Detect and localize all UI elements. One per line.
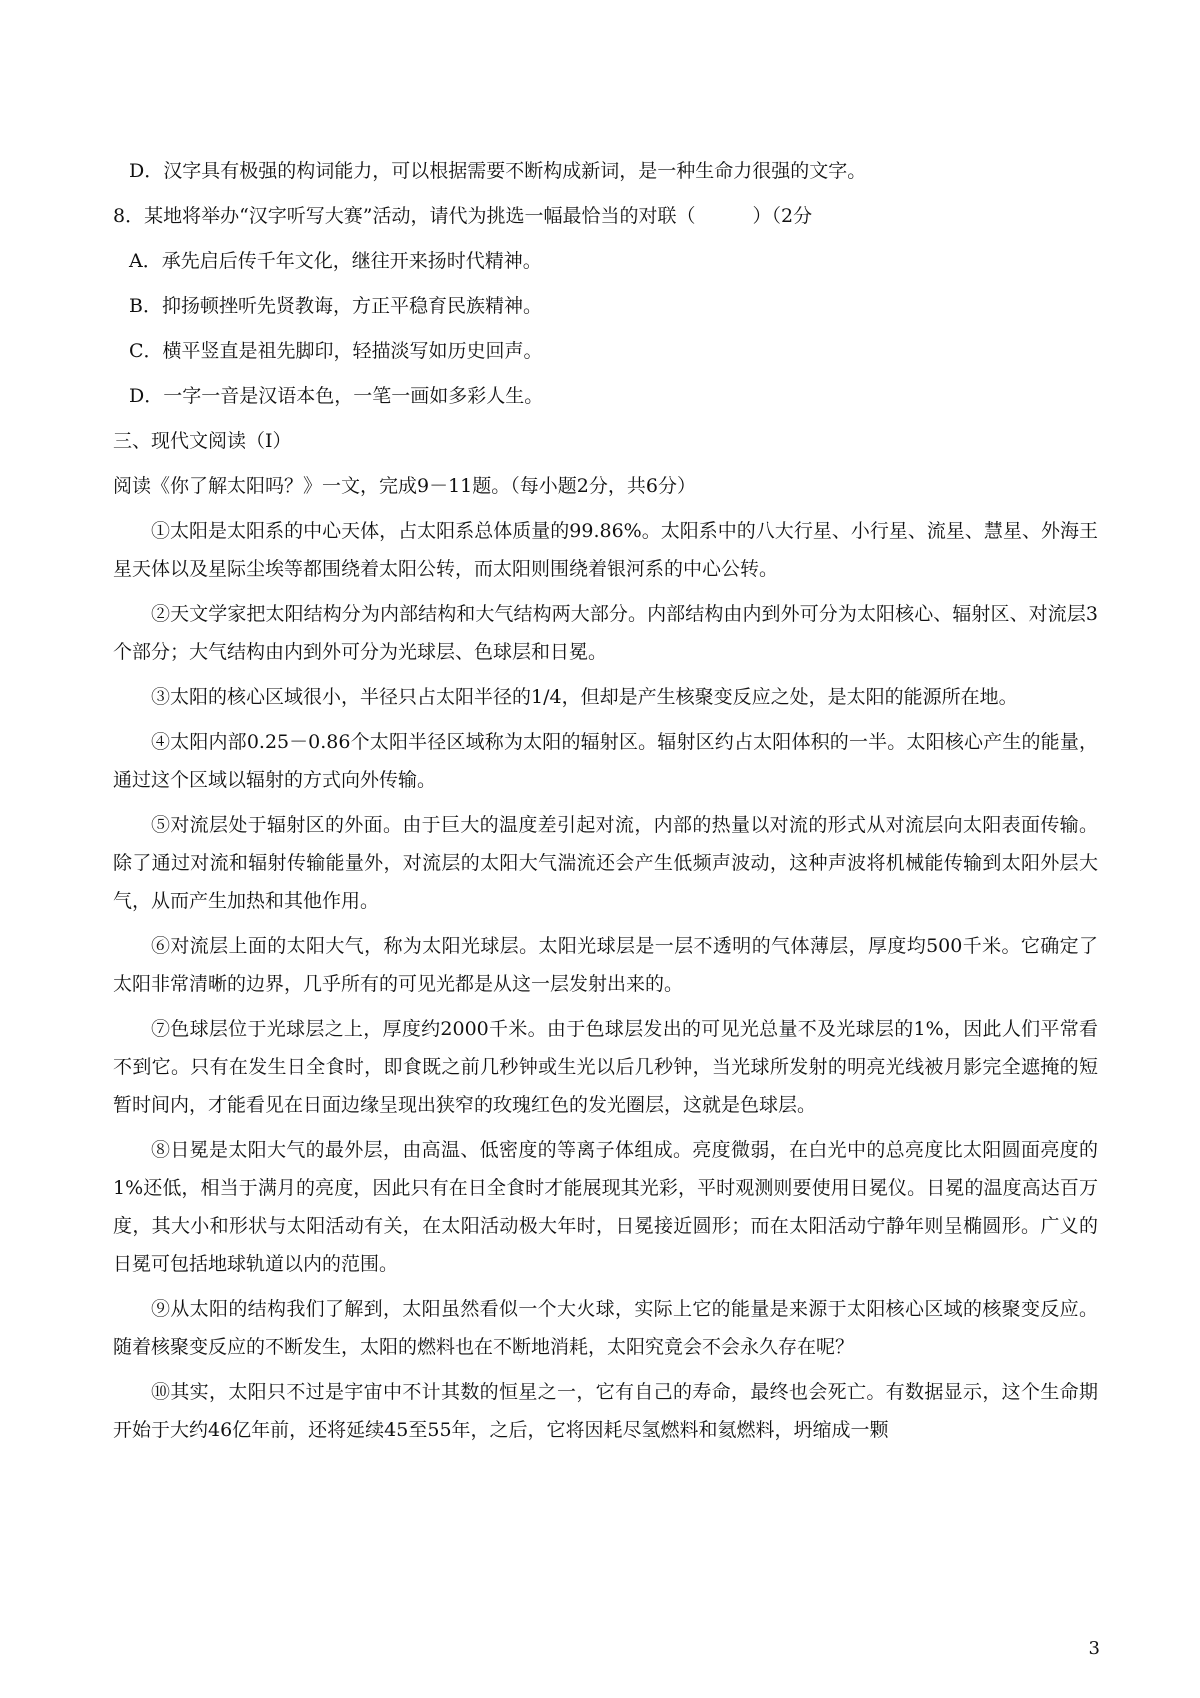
page-content bbox=[113, 152, 1098, 1456]
article-paragraph-9: ⑨从太阳的结构我们了解到，太阳虽然看似一个大火球，实际上它的能量是来源于太阳核心区域的核聚变反应。随着核聚变反应的不断发生，太阳的燃料也在不断地消耗，太阳究竟会不会永久存在呢？ bbox=[113, 1298, 1098, 1358]
article-paragraph-10: ⑩其实，太阳只不过是宇宙中不计其数的恒星之一，它有自己的寿命，最终也会死亡。有数据显示，这个生命期开始于大约46亿年前，还将延续45至55年，之后，它将因耗尽氢燃料和氦燃料，坍缩成一颗 bbox=[113, 1381, 1098, 1441]
article-paragraph-8: ⑧日冕是太阳大气的最外层，由高温、低密度的等离子体组成。亮度微弱，在白光中的总亮度比太阳圆面亮度的1%还低，相当于满月的亮度，因此只有在日全食时才能展现其光彩，平时观测则要使用日冕仪。日冕的温度高达百万度，其大小和形状与太阳活动有关，在太阳活动极大年时，日冕接近圆形；而在太阳活动宁静年则呈椭圆形。广义的日冕可包括地球轨道以内的范围。 bbox=[113, 1139, 1098, 1275]
reading-instruction: 阅读《你了解太阳吗？》一文，完成9－11题。（每小题2分，共6分） bbox=[113, 475, 696, 497]
question8-option-a: A．承先启后传千年文化，继往开来扬时代精神。 bbox=[129, 250, 542, 272]
article-paragraph-4: ④太阳内部0.25－0.86个太阳半径区域称为太阳的辐射区。辐射区约占太阳体积的一半。太阳核心产生的能量，通过这个区域以辐射的方式向外传输。 bbox=[113, 731, 1098, 791]
question7-option-d: D．汉字具有极强的构词能力，可以根据需要不断构成新词，是一种生命力很强的文字。 bbox=[129, 160, 867, 182]
article-paragraph-6: ⑥对流层上面的太阳大气，称为太阳光球层。太阳光球层是一层不透明的气体薄层，厚度均500千米。它确定了太阳非常清晰的边界，几乎所有的可见光都是从这一层发射出来的。 bbox=[113, 935, 1098, 995]
article-paragraph-5: ⑤对流层处于辐射区的外面。由于巨大的温度差引起对流，内部的热量以对流的形式从对流层向太阳表面传输。除了通过对流和辐射传输能量外，对流层的太阳大气湍流还会产生低频声波动，这种声波将机械能传输到太阳外层大气，从而产生加热和其他作用。 bbox=[113, 814, 1098, 912]
article-paragraph-7: ⑦色球层位于光球层之上，厚度约2000千米。由于色球层发出的可见光总量不及光球层的1%，因此人们平常看不到它。只有在发生日全食时，即食既之前几秒钟或生光以后几秒钟，当光球所发射的明亮光线被月影完全遮掩的短暂时间内，才能看见在日面边缘呈现出狭窄的玫瑰红色的发光圈层，这就是色球层。 bbox=[113, 1018, 1098, 1116]
question8-stem: 8．某地将举办“汉字听写大赛”活动，请代为挑选一幅最恰当的对联（ ）（2分 bbox=[113, 205, 813, 227]
article-paragraph-1: ①太阳是太阳系的中心天体，占太阳系总体质量的99.86%。太阳系中的八大行星、小行星、流星、慧星、外海王星天体以及星际尘埃等都围绕着太阳公转，而太阳则围绕着银河系的中心公转。 bbox=[113, 520, 1098, 580]
page-number: 3 bbox=[1088, 1638, 1100, 1659]
question8-option-d: D．一字一音是汉语本色，一笔一画如多彩人生。 bbox=[129, 385, 544, 407]
question8-option-c: C．横平竖直是祖先脚印，轻描淡写如历史回声。 bbox=[129, 340, 543, 362]
question8-option-b: B．抑扬顿挫听先贤教诲，方正平稳育民族精神。 bbox=[129, 295, 542, 317]
section-heading: 三、现代文阅读（Ⅰ） bbox=[113, 430, 292, 452]
article-paragraph-3: ③太阳的核心区域很小，半径只占太阳半径的1/4，但却是产生核聚变反应之处，是太阳的能源所在地。 bbox=[151, 686, 1018, 708]
article-paragraph-2: ②天文学家把太阳结构分为内部结构和大气结构两大部分。内部结构由内到外可分为太阳核心、辐射区、对流层3个部分；大气结构由内到外可分为光球层、色球层和日冕。 bbox=[113, 603, 1098, 663]
